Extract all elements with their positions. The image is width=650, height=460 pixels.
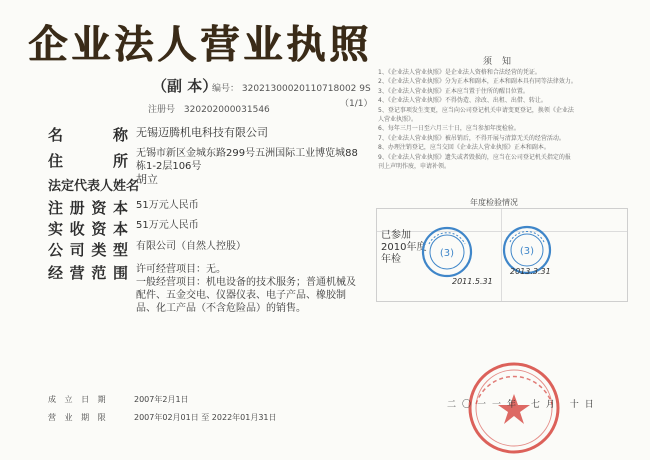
license-number bbox=[212, 81, 371, 94]
svg-text:(3): (3) bbox=[439, 248, 455, 259]
notice-item: 2、《企业法人营业执照》分为正本和副本，正本和副本具有同等法律效力。 bbox=[378, 78, 577, 86]
registration-number-label: 注册号 bbox=[148, 105, 176, 115]
notice-item: 5、登记事项发生变更，应当向公司登记机关申请变更登记，换领《企业法 bbox=[378, 106, 574, 114]
notice-item: 人营业执照》。 bbox=[378, 116, 418, 124]
annual-sign-2: 2013.3.31 bbox=[510, 267, 551, 276]
field-value-paid-capital: 51万元人民币 bbox=[136, 220, 199, 231]
field-label-legal-rep: 法定代表人姓名 bbox=[48, 179, 140, 194]
field-label-paid-capital: 实收资本 bbox=[48, 220, 128, 238]
license-number-label: 编号： bbox=[212, 84, 240, 94]
copy-label: （副 本） bbox=[152, 77, 218, 95]
notice-item: 7、《企业法人营业执照》被吊销后，不得开展与清算无关的经营活动。 bbox=[378, 134, 565, 142]
field-label-company-type: 公司类型 bbox=[48, 241, 128, 259]
notice-title: 须知 bbox=[483, 57, 522, 67]
notice-item: 6、每年三月一日至六月三十日，应当参加年度检验。 bbox=[378, 125, 520, 133]
annual-inspection-title: 年度检验情况 bbox=[470, 198, 518, 207]
registration-number bbox=[148, 102, 270, 115]
field-label-business-scope: 经营范围 bbox=[48, 264, 128, 282]
notice-item: 8、办理注销登记，应当交回《企业法人营业执照》正本和副本。 bbox=[378, 144, 550, 152]
field-label-address: 住 所 bbox=[48, 152, 128, 170]
inspection-stamps bbox=[415, 222, 625, 292]
notice-item: 9、《企业法人营业执照》遗失或者毁损的，应当在公司登记机关指定的报 bbox=[378, 153, 571, 161]
annual-sign-1: 2011.5.31 bbox=[452, 277, 493, 286]
field-label-business-term: 营 业 期 限 bbox=[48, 413, 109, 422]
field-label-establish-date: 成 立 日 期 bbox=[48, 395, 109, 404]
field-value-registered-capital: 51万元人民币 bbox=[136, 200, 199, 211]
registration-number-value: 320202000031546 bbox=[183, 105, 270, 115]
page-indicator: （1/1） bbox=[340, 99, 373, 109]
issue-date: 二〇一一年 七月 十日 bbox=[447, 400, 600, 410]
notice-item: 3、《企业法人营业执照》正本应当置于住所的醒目位置。 bbox=[378, 87, 529, 95]
document-title: 企业法人营业执照 bbox=[28, 23, 373, 68]
notice-item: 刊上声明作废，申请补领。 bbox=[378, 163, 451, 171]
field-value-company-type: 有限公司（自然人控股） bbox=[136, 241, 246, 252]
field-value-name: 无锡迈腾机电科技有限公司 bbox=[136, 126, 268, 139]
field-value-legal-rep: 胡立 bbox=[136, 173, 158, 186]
field-value-establish-date: 2007年2月1日 bbox=[134, 395, 189, 404]
annual-inspection-entry: 已参加2010年度年检 bbox=[381, 230, 427, 265]
inspection-stamp-blue-icon bbox=[423, 228, 471, 276]
field-value-address: 无锡市新区金城东路299号五洲国际工业博览城88栋1-2层106号 bbox=[136, 148, 358, 172]
business-scope-general: 一般经营项目：机电设备的技术服务；普通机械及配件、五金交电、仪器仪表、电子产品、橡胶制品、化工产品（不含危险品）的销售。 bbox=[136, 277, 356, 314]
notice-list bbox=[378, 68, 624, 188]
field-label-name: 名 称 bbox=[48, 126, 128, 144]
license-number-value: 32021300020110718002 9S bbox=[241, 84, 371, 94]
field-value-business-term: 2007年02月01日 至 2022年01月31日 bbox=[134, 413, 277, 422]
field-value-business-scope bbox=[136, 263, 362, 315]
svg-text:(3): (3) bbox=[519, 246, 535, 257]
field-label-registered-capital: 注册资本 bbox=[48, 199, 128, 217]
notice-item: 4、《企业法人营业执照》不得伪造、涂改、出租、出借、转让。 bbox=[378, 97, 547, 105]
business-scope-licensed: 许可经营项目：无。 bbox=[136, 264, 226, 275]
notice-item: 1、《企业法人营业执照》是企业法人资格和合法经营的凭证。 bbox=[378, 69, 541, 76]
